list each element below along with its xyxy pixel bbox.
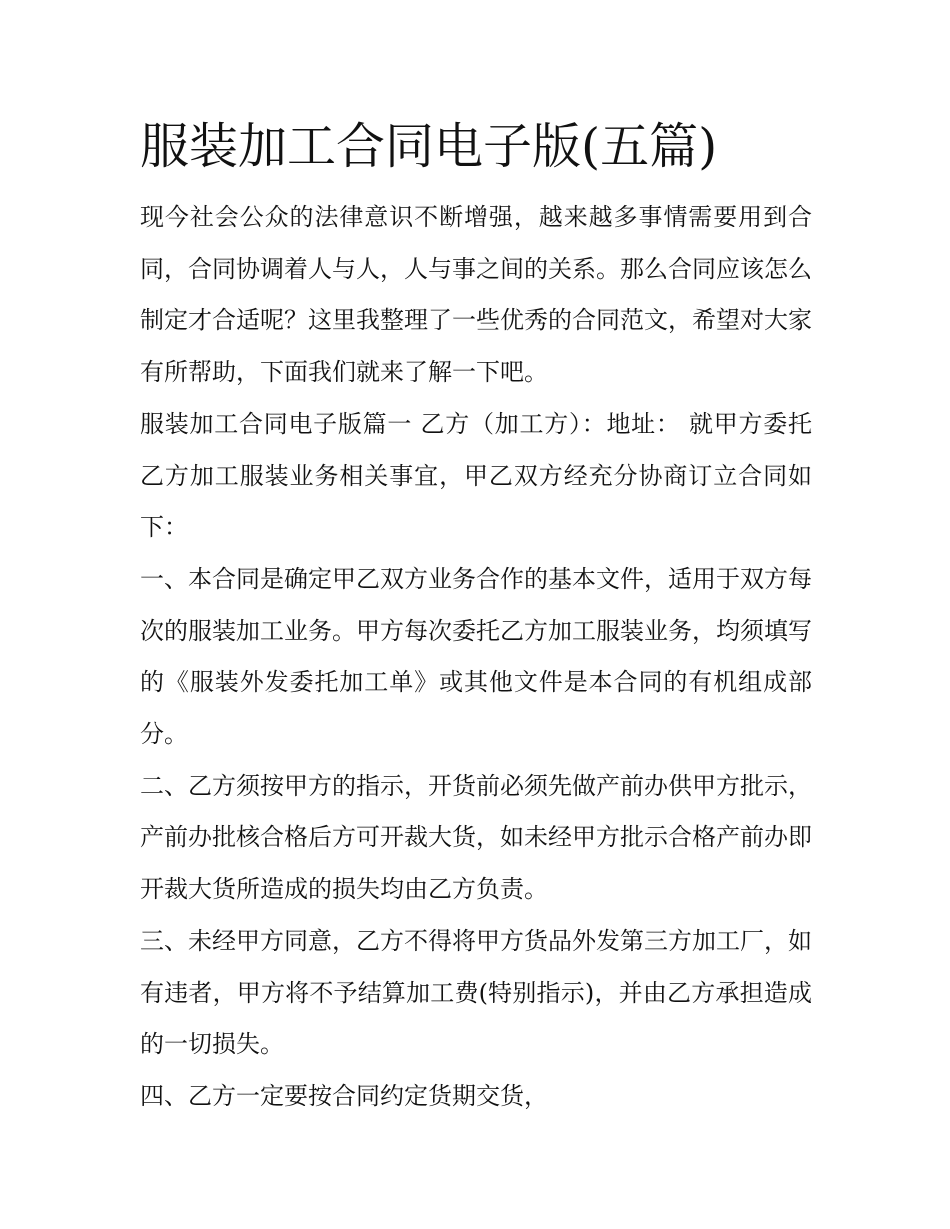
paragraph-clause-2: 二、乙方须按甲方的指示，开货前必须先做产前办供甲方批示，产前办批核合格后方可开裁大货，如未经甲方批示合格产前办即开裁大货所造成的损失均由乙方负责。: [140, 771, 812, 904]
paragraph-clause-4: 四、乙方一定要按合同约定货期交货，: [140, 1081, 548, 1110]
document-body: [140, 112, 812, 1123]
paragraph-intro: 现今社会公众的法律意识不断增强，越来越多事情需要用到合同，合同协调着人与人，人与事之间的关系。那么合同应该怎么制定才合适呢？这里我整理了一些优秀的合同范文，希望对大家有所帮助，下面我们就来了解一下吧。: [140, 203, 812, 387]
paragraph-clause-1: 一、本合同是确定甲乙双方业务合作的基本文件，适用于双方每次的服装加工业务。甲方每次委托乙方加工服装业务，均须填写的《服装外发委托加工单》或其他文件是本合同的有机组成部分。: [140, 564, 812, 749]
document-title: 服装加工合同电子版(五篇): [140, 118, 718, 175]
paragraph-clause-3: 三、未经甲方同意，乙方不得将甲方货品外发第三方加工厂，如有违者，甲方将不予结算加工费(特别指示)，并由乙方承担造成的一切损失。: [140, 926, 812, 1059]
paragraph-contract-header: 服装加工合同电子版篇一 乙方（加工方）：地址： 就甲方委托乙方加工服装业务相关事宜，甲乙双方经充分协商订立合同如下：: [140, 409, 812, 542]
